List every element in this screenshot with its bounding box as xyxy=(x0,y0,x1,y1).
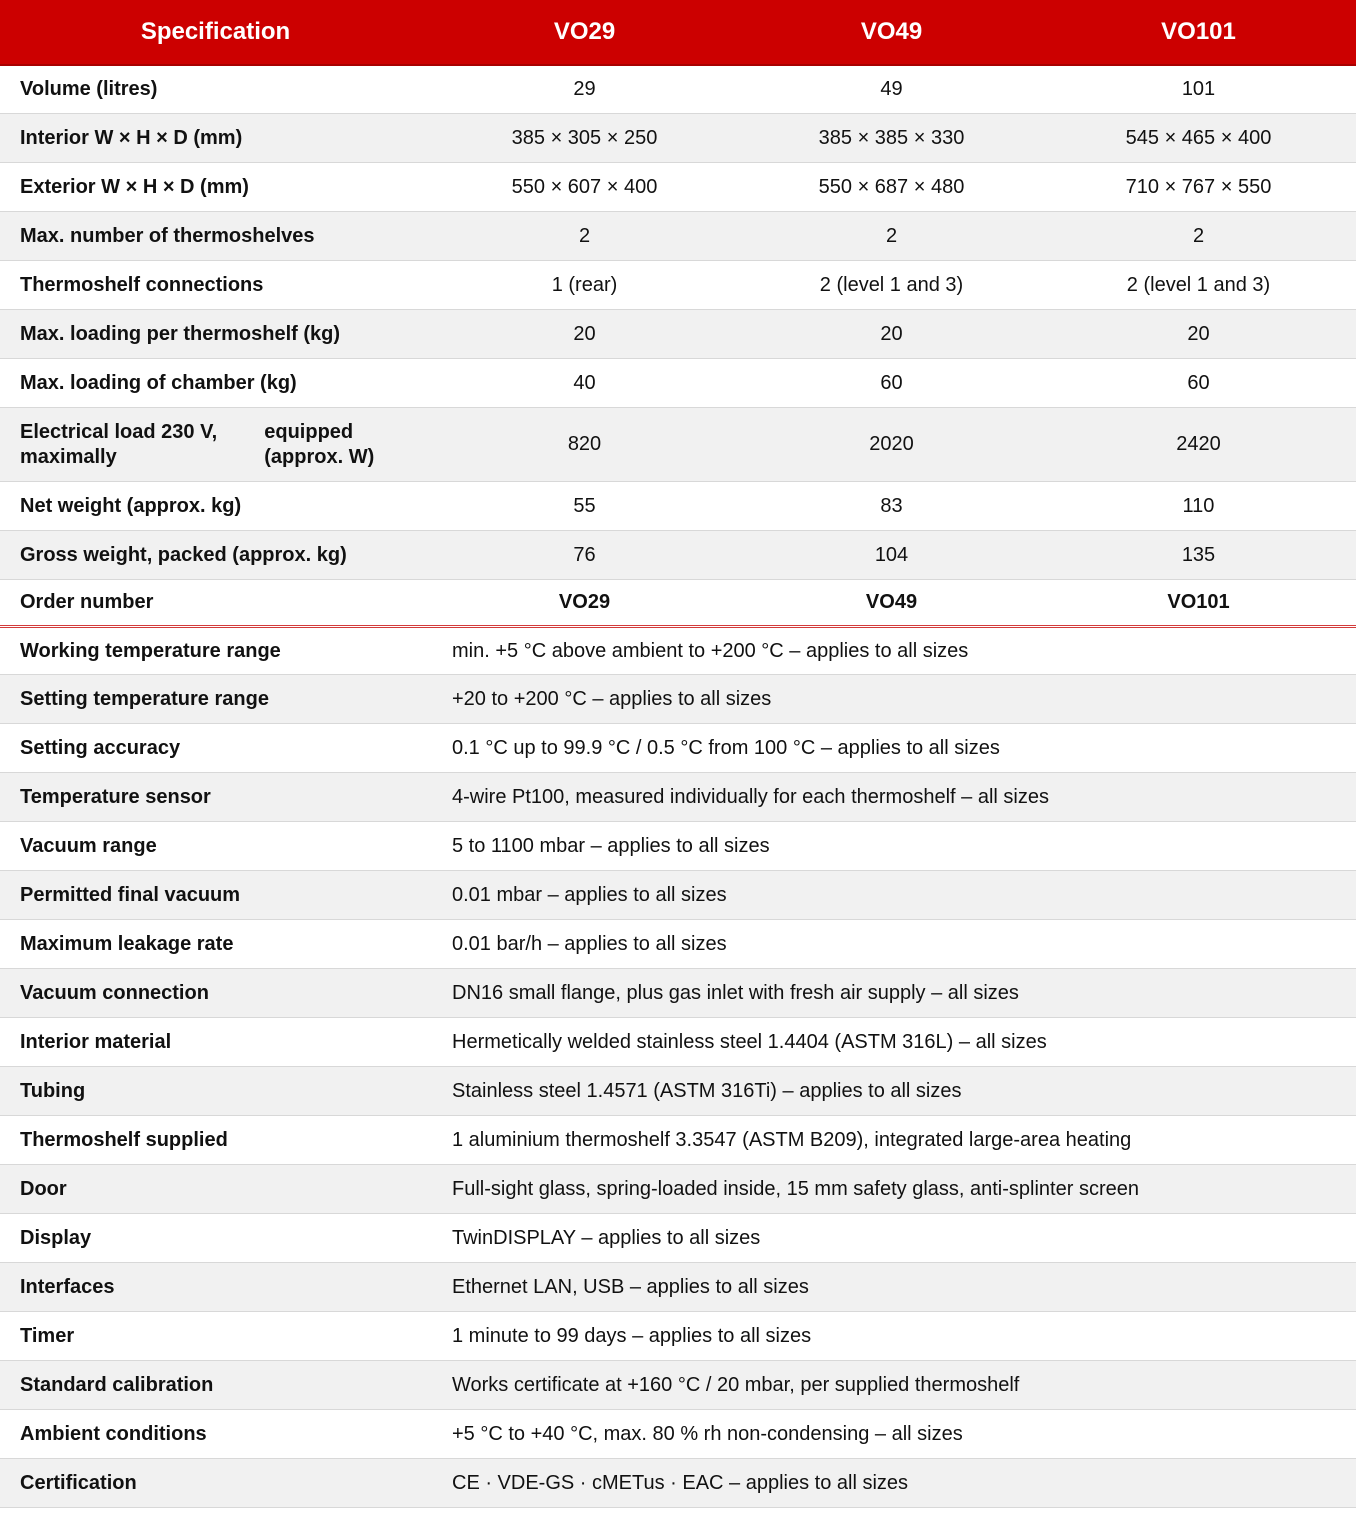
row-label: Ambient conditions xyxy=(20,1422,207,1445)
table-row xyxy=(0,1214,1356,1263)
cell-vo49: 2 (level 1 and 3) xyxy=(819,273,964,296)
cell-vo101: 2 (level 1 and 3) xyxy=(1126,273,1271,296)
cell-vo101: 710 × 767 × 550 xyxy=(1125,175,1272,198)
row-value: DN16 small flange, plus gas inlet with fresh air supply – all sizes xyxy=(452,981,1019,1004)
row-value: 0.01 bar/h – applies to all sizes xyxy=(452,932,727,955)
table-header xyxy=(0,0,1356,66)
cell-vo101: 2420 xyxy=(1176,433,1221,455)
cell-vo49: 20 xyxy=(880,322,903,345)
cell-vo29: 55 xyxy=(573,494,596,517)
row-label: Working temperature range xyxy=(20,639,281,662)
cell-vo49: 49 xyxy=(880,78,903,100)
cell-vo29: 76 xyxy=(573,543,596,566)
row-value: CE · VDE-GS · cMETus · EAC – applies to all sizes xyxy=(452,1471,909,1494)
cell-vo49: 83 xyxy=(880,494,903,517)
table-row xyxy=(0,1018,1356,1067)
cell-vo29: 1 (rear) xyxy=(551,273,618,296)
row-value: +20 to +200 °C – applies to all sizes xyxy=(452,687,772,710)
table-row xyxy=(0,66,1356,114)
row-value: 5 to 1100 mbar – applies to all sizes xyxy=(452,834,770,857)
table-row xyxy=(0,114,1356,163)
row-label: Max. loading per thermoshelf (kg) xyxy=(20,322,341,345)
cell-vo29: 29 xyxy=(573,78,596,100)
row-value: Hermetically welded stainless steel 1.4404 (ASTM 316L) – all sizes xyxy=(452,1030,1047,1053)
table-row xyxy=(0,408,1356,482)
row-label: Standard calibration xyxy=(20,1373,214,1396)
row-label: Interfaces xyxy=(20,1275,115,1298)
table-row xyxy=(0,1165,1356,1214)
row-label: Order number xyxy=(20,591,154,613)
table-row xyxy=(0,310,1356,359)
row-value: 4-wire Pt100, measured individually for each thermoshelf – all sizes xyxy=(452,785,1049,808)
row-label: Permitted final vacuum xyxy=(20,883,241,906)
table-row xyxy=(0,773,1356,822)
row-value: 1 minute to 99 days – applies to all sizes xyxy=(452,1324,812,1347)
cell-vo101: 545 × 465 × 400 xyxy=(1125,126,1272,149)
table-row xyxy=(0,359,1356,408)
table-row-order-number xyxy=(0,580,1356,625)
cell-vo49: 550 × 687 × 480 xyxy=(818,175,965,198)
row-value: 0.1 °C up to 99.9 °C / 0.5 °C from 100 °C – applies to all sizes xyxy=(452,736,1000,759)
row-label: Max. number of thermoshelves xyxy=(20,224,315,247)
table-row xyxy=(0,822,1356,871)
header-specification: Specification xyxy=(140,18,291,45)
row-value: Ethernet LAN, USB – applies to all sizes xyxy=(452,1275,809,1298)
cell-vo29: 550 × 607 × 400 xyxy=(511,175,658,198)
cell-vo49: 2020 xyxy=(869,433,914,455)
cell-vo49: 385 × 385 × 330 xyxy=(818,126,965,149)
table-row xyxy=(0,1067,1356,1116)
cell-vo29: 40 xyxy=(573,371,596,394)
row-value: Stainless steel 1.4571 (ASTM 316Ti) – applies to all sizes xyxy=(452,1079,962,1102)
header-vo101: VO101 xyxy=(1161,18,1236,45)
row-value: 0.01 mbar – applies to all sizes xyxy=(452,883,727,906)
table-row xyxy=(0,482,1356,531)
table-row xyxy=(0,1263,1356,1312)
header-vo49: VO49 xyxy=(860,18,923,45)
row-label: Volume (litres) xyxy=(20,78,158,100)
table-row xyxy=(0,675,1356,724)
cell-vo101: 2 xyxy=(1192,224,1205,247)
order-number-vo101: VO101 xyxy=(1167,591,1230,613)
order-number-vo49: VO49 xyxy=(865,591,918,613)
cell-vo101: 110 xyxy=(1182,494,1215,517)
table-row xyxy=(0,1116,1356,1165)
cell-vo101: 20 xyxy=(1187,322,1210,345)
order-number-vo29: VO29 xyxy=(558,591,611,613)
row-label: Exterior W × H × D (mm) xyxy=(20,175,249,198)
row-label: Maximum leakage rate xyxy=(20,932,234,955)
table-row xyxy=(0,628,1356,675)
table-row xyxy=(0,163,1356,212)
row-label: Vacuum connection xyxy=(20,981,209,1004)
row-label: Setting accuracy xyxy=(20,736,181,759)
row-value: min. +5 °C above ambient to +200 °C – applies to all sizes xyxy=(452,639,969,662)
row-label: Interior W × H × D (mm) xyxy=(20,126,243,149)
cell-vo49: 104 xyxy=(874,543,909,566)
cell-vo49: 2 xyxy=(885,224,898,247)
table-row xyxy=(0,212,1356,261)
table-row xyxy=(0,920,1356,969)
table-row xyxy=(0,1459,1356,1508)
table-row xyxy=(0,871,1356,920)
row-label: Tubing xyxy=(20,1079,86,1102)
cell-vo101: 135 xyxy=(1181,543,1216,566)
row-label: Vacuum range xyxy=(20,834,157,857)
table-row xyxy=(0,531,1356,580)
cell-vo101: 60 xyxy=(1187,371,1210,394)
row-label: Display xyxy=(20,1226,92,1249)
row-label xyxy=(0,408,431,481)
row-label: Thermoshelf supplied xyxy=(20,1128,228,1151)
row-label: Timer xyxy=(20,1324,75,1347)
row-value: Full-sight glass, spring-loaded inside, 15 mm safety glass, anti-splinter screen xyxy=(452,1177,1139,1200)
table-row xyxy=(0,969,1356,1018)
row-label-line: equipped (approx. W) xyxy=(264,420,375,468)
table-row xyxy=(0,261,1356,310)
row-label: Max. loading of chamber (kg) xyxy=(20,371,297,394)
row-label: Door xyxy=(20,1177,67,1200)
row-value: Works certificate at +160 °C / 20 mbar, per supplied thermoshelf xyxy=(452,1373,1020,1396)
row-value: +5 °C to +40 °C, max. 80 % rh non-condensing – all sizes xyxy=(452,1422,963,1445)
cell-vo29: 2 xyxy=(578,224,591,247)
row-label: Certification xyxy=(20,1471,137,1494)
row-label-line: Electrical load 230 V, maximally xyxy=(20,420,218,468)
row-label: Interior material xyxy=(20,1030,172,1053)
cell-vo101: 101 xyxy=(1181,78,1216,100)
row-value: 1 aluminium thermoshelf 3.3547 (ASTM B209), integrated large-area heating xyxy=(452,1128,1132,1151)
row-value: TwinDISPLAY – applies to all sizes xyxy=(452,1226,761,1249)
row-label: Gross weight, packed (approx. kg) xyxy=(20,543,347,566)
cell-vo29: 20 xyxy=(573,322,596,345)
row-label: Thermoshelf connections xyxy=(20,273,264,296)
header-vo29: VO29 xyxy=(553,18,616,45)
table-row xyxy=(0,1312,1356,1361)
row-label: Temperature sensor xyxy=(20,785,211,808)
row-label: Net weight (approx. kg) xyxy=(20,494,242,517)
table-row xyxy=(0,1410,1356,1459)
row-label: Setting temperature range xyxy=(20,687,269,710)
cell-vo29: 820 xyxy=(567,433,602,455)
cell-vo49: 60 xyxy=(880,371,903,394)
table-row xyxy=(0,1361,1356,1410)
table-row xyxy=(0,724,1356,773)
cell-vo29: 385 × 305 × 250 xyxy=(511,126,658,149)
